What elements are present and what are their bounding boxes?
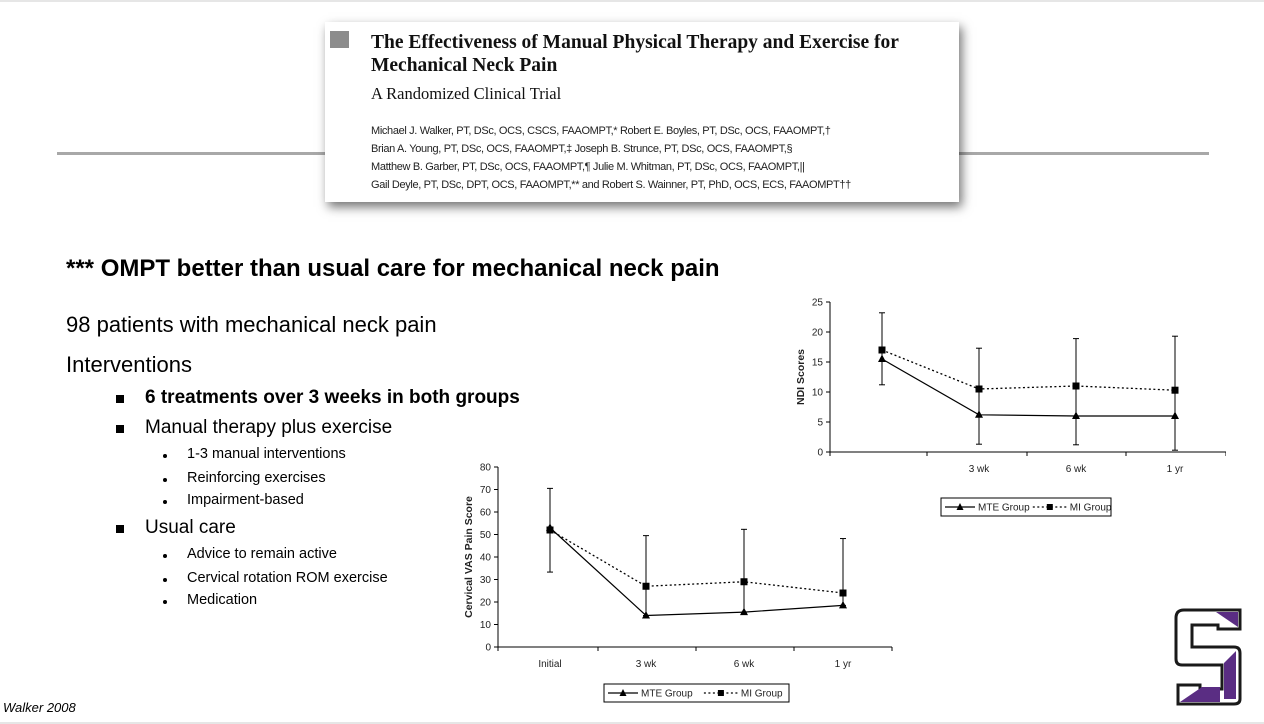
mte-point	[975, 410, 983, 418]
y-tick-label: 70	[479, 485, 491, 496]
x-tick-label: 1 yr	[1166, 464, 1184, 475]
y-axis-label: NDI Scores	[795, 348, 807, 406]
y-tick-label: 10	[811, 387, 823, 399]
x-tick-label: 3 wk	[968, 464, 990, 475]
square-bullet-icon	[116, 395, 124, 403]
mi-point	[741, 578, 748, 585]
x-tick-label: 3 wk	[635, 659, 657, 670]
y-tick-label: 60	[479, 507, 491, 519]
x-tick-label: 1 yr	[834, 659, 852, 670]
subitem: 1-3 manual interventions	[187, 446, 346, 462]
y-tick-label: 50	[479, 530, 491, 541]
x-tick-label: 6 wk	[1065, 464, 1087, 475]
mi-point	[643, 583, 650, 590]
y-tick-label: 0	[485, 642, 491, 654]
x-tick-label: 6 wk	[733, 659, 755, 670]
dot-bullet-icon	[163, 578, 167, 582]
author-line: Michael J. Walker, PT, DSc, OCS, CSCS, FAAOMPT,* Robert E. Boyles, PT, DSc, OCS, FAAOMPT,†	[371, 125, 831, 137]
legend-mi-label: MI Group	[1069, 502, 1112, 514]
paper-header-image	[325, 22, 959, 202]
y-tick-label: 30	[479, 575, 491, 586]
patients-line: 98 patients with mechanical neck pain	[66, 312, 437, 337]
y-tick-label: 10	[479, 620, 491, 631]
mte-series-line	[550, 528, 843, 616]
mi-point	[840, 590, 847, 597]
y-tick-label: 25	[811, 297, 823, 309]
legend-mte-label: MTE Group	[641, 688, 693, 700]
subitem: Reinforcing exercises	[187, 470, 326, 486]
y-tick-label: 5	[817, 417, 823, 429]
citation: Walker 2008	[3, 700, 76, 715]
x-tick-label: Initial	[870, 464, 894, 475]
paper-authors	[371, 122, 956, 194]
y-tick-label: 20	[479, 597, 491, 609]
dot-bullet-icon	[163, 478, 167, 482]
university-logo	[1170, 607, 1246, 707]
author-line: Brian A. Young, PT, DSc, OCS, FAAOMPT,‡ Joseph B. Strunce, PT, DSc, OCS, FAAOMPT,§	[371, 143, 793, 155]
subitem: Medication	[187, 592, 258, 608]
subitem: Cervical rotation ROM exercise	[187, 570, 388, 586]
slide-headline: *** OMPT better than usual care for mechanical neck pain	[66, 255, 720, 282]
dot-bullet-icon	[163, 600, 167, 604]
legend-mi-marker	[718, 690, 724, 696]
author-line: Matthew B. Garber, PT, DSc, OCS, FAAOMPT,¶ Julie M. Whitman, PT, DSc, OCS, FAAOMPT,||	[371, 161, 805, 173]
top-rule	[0, 0, 1264, 2]
author-line: Gail Deyle, PT, DSc, DPT, OCS, FAAOMPT,** and Robert S. Wainner, PT, PhD, OCS, ECS, FAAOMPT††	[371, 179, 851, 191]
mte-point	[878, 355, 886, 363]
x-tick-label: Initial	[538, 659, 562, 670]
square-bullet-icon	[116, 425, 124, 433]
subitem: Advice to remain active	[187, 546, 337, 562]
section-marker	[330, 31, 349, 48]
y-tick-label: 0	[817, 447, 823, 459]
dot-bullet-icon	[163, 454, 167, 458]
mi-point	[976, 386, 983, 393]
subitem: Impairment-based	[187, 492, 304, 508]
y-tick-label: 80	[479, 462, 491, 474]
y-tick-label: 15	[811, 357, 823, 369]
y-tick-label: 40	[479, 552, 491, 564]
paper-title: The Effectiveness of Manual Physical Therapy and Exercise for Mechanical Neck Pain	[371, 32, 899, 76]
mi-point	[1073, 383, 1080, 390]
item-manual-therapy: Manual therapy plus exercise	[145, 417, 393, 438]
mi-point	[879, 347, 886, 354]
legend-mte-label: MTE Group	[978, 502, 1030, 514]
mte-point	[1072, 412, 1080, 420]
dot-bullet-icon	[163, 500, 167, 504]
y-axis-label: Cervical VAS Pain Score	[463, 496, 475, 618]
interventions-heading: Interventions	[66, 352, 192, 377]
mte-point	[1171, 412, 1179, 420]
mi-point	[1172, 387, 1179, 394]
mi-series-line	[550, 530, 843, 593]
mte-point	[839, 601, 847, 609]
item-usual-care: Usual care	[145, 517, 236, 538]
item-treatments: 6 treatments over 3 weeks in both groups	[145, 387, 520, 408]
dot-bullet-icon	[163, 554, 167, 558]
legend-mi-marker	[1047, 504, 1053, 510]
paper-subtitle: A Randomized Clinical Trial	[371, 84, 562, 103]
vas-chart	[460, 458, 905, 708]
legend-mi-label: MI Group	[740, 688, 783, 700]
y-tick-label: 20	[811, 327, 823, 339]
mte-point	[642, 611, 650, 619]
square-bullet-icon	[116, 525, 124, 533]
